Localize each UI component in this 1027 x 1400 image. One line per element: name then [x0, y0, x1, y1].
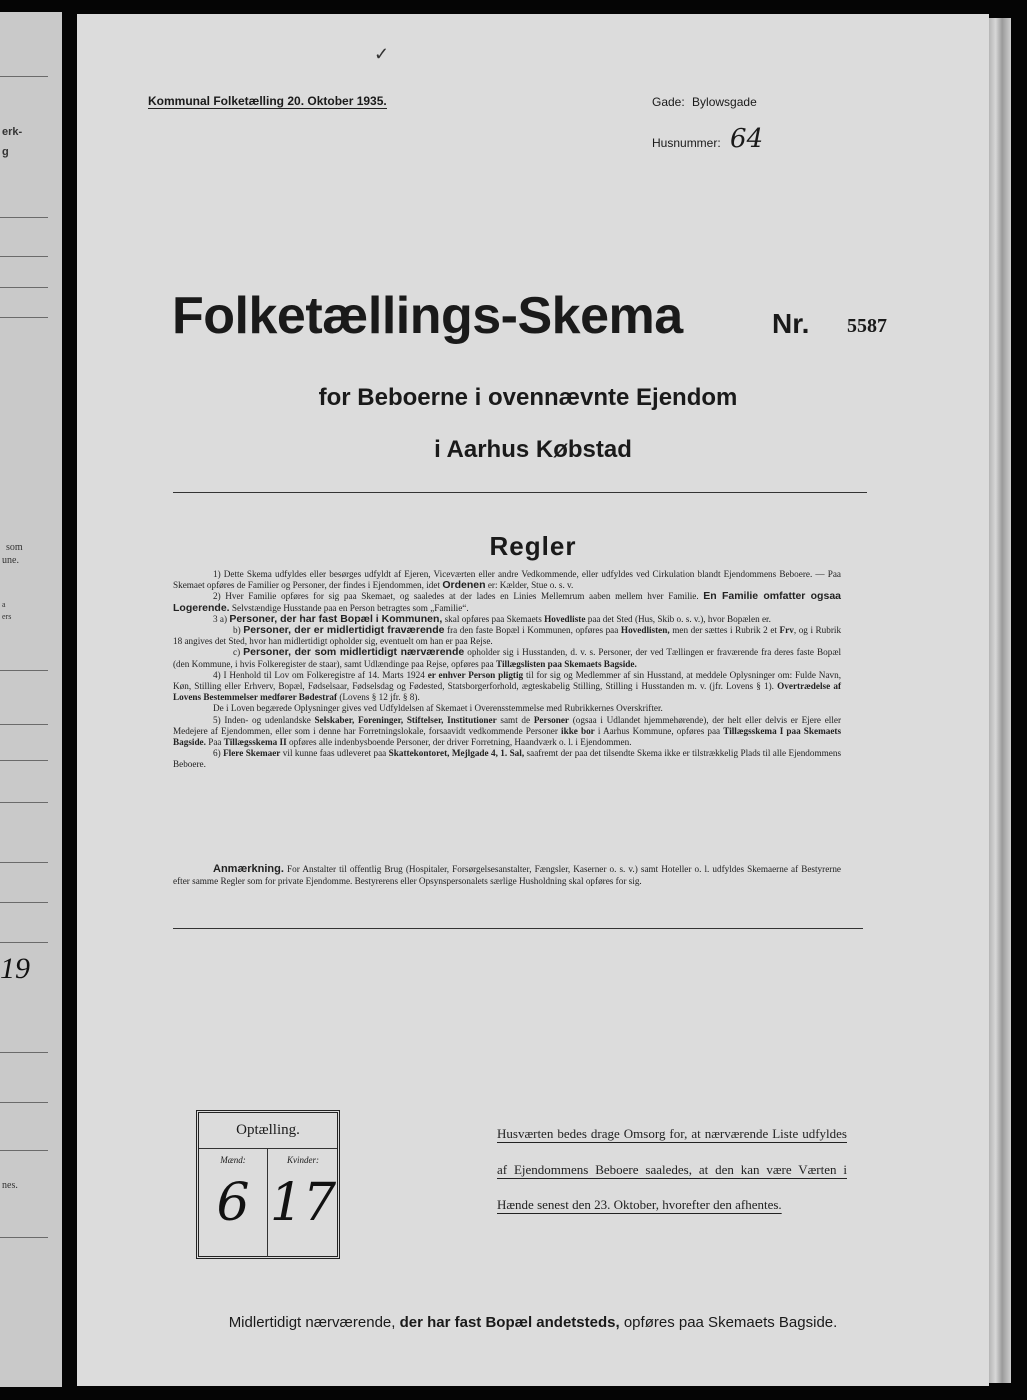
landlord-notice: [497, 1116, 847, 1223]
divider: [173, 928, 863, 929]
footer-post: opføres paa Skemaets Bagside.: [623, 1314, 838, 1331]
street-value: Bylowsgade: [692, 95, 757, 109]
rule-5: 5) Inden- og udenlandske Selskaber, Foreninger, Stiftelser, Institutioner samt de Personer (ogsaa i Udlandet hjemmehørende), der helt eller delvis er Ejere eller Medejere af Ejendommen, eller som i denne har Forretningslokale, forsaavidt vedkommende Personer ikke bor i Aarhus Kommune, opføres paa Tillægsskema I paa Skemaets Bagside. Paa Tillægsskema II opføres alle indenbysboende Personer, der driver Forretning, Haandværk o. l. i Ejendommen.: [173, 714, 842, 748]
rule-6: 6) Flere Skemaer vil kunne faas udleveret paa Skattekontoret, Mejlgade 4, 1. Sal, saafremt der paa det tilsendte Skema ikke er tilstrækkelig Plads til alle Ejendommens Beboere.: [173, 748, 842, 770]
women-label: Kvinder:: [287, 1155, 319, 1165]
divider: [0, 942, 48, 943]
form-subtitle: for Beboerne i ovennævnte Ejendom: [318, 384, 738, 411]
divider: [0, 862, 48, 863]
divider: [0, 670, 48, 671]
men-column: [199, 1149, 268, 1257]
divider: [0, 724, 48, 725]
rule-3b: b) Personer, der er midlertidigt fraværende fra den faste Bopæl i Kommunen, opføres paa Hovedlisten, men der sættes i Rubrik 2 et Frv, og i Rubrik 18 angives det Sted, hvor han midlertidigt opholder sig, eventuelt om han er paa Rejse.: [173, 624, 842, 647]
street-field: [652, 95, 757, 109]
men-count: 6: [216, 1173, 250, 1233]
street-label: Gade:: [652, 95, 685, 109]
adjacent-page-fragment: nes.: [2, 1180, 18, 1191]
adjacent-page-fragment: ers: [2, 612, 12, 621]
rules-text: [173, 569, 841, 771]
divider: [173, 492, 867, 493]
census-title: Kommunal Folketælling 20. Oktober 1935.: [148, 94, 387, 108]
divider: [0, 76, 48, 77]
rule-1: 1) Dette Skema udfyldes eller besørges udfyldt af Ejeren, Viceværten eller andre Vedkommende, eller udfyldes ved Cirkulation blandt Ejendommens Beboere. — Paa Skemaet opføres de Familier og Personer, der findes i Ejendommen, idet Ordenen er: Kælder, Stue o. s. v.: [173, 569, 841, 592]
adjacent-page-fragment: som: [6, 542, 23, 553]
adjacent-page-fragment: g: [2, 146, 9, 158]
rule-3c: c) Personer, der som midlertidigt nærværende opholder sig i Husstanden, d. v. s. Personer, der ved Tællingen er fraværende fra deres faste Bopæl (den Kommune, i hvis Folkeregister de staar), samt Udlændinge paa Rejse, opføres paa Tillægslisten paa Skemaets Bagside.: [173, 646, 842, 669]
divider: [0, 1102, 48, 1103]
divider: [0, 802, 48, 803]
page-edge: [989, 18, 1011, 1383]
pencil-mark: ✓: [374, 44, 390, 64]
rule-4: 4) I Henhold til Lov om Folkeregistre af 14. Marts 1924 er enhver Person pligtig til for sig og Medlemmer af sin Husstand, at meddele Oplysninger om: Fulde Navn, Køn, Stilling eller Erhverv, Bopæl, Fødselsaar, Fødselsdag og Fødested, Statsborgerforhold, ægteskabelig Stilling, Stilling i Husstanden m. v. (jfr. Lovens § 1). Overtrædelse af Lovens Bestemmelser medfører Bødestraf (Lovens § 12 jfr. § 8).: [173, 669, 842, 703]
rules-heading: Regler: [489, 531, 577, 561]
form-number-label: Nr.: [772, 308, 810, 339]
women-column: [269, 1149, 337, 1257]
adjacent-page-fragment: 19: [0, 952, 30, 985]
adjacent-page-strip: [0, 12, 62, 1387]
remark-text: For Anstalter til offentlig Brug (Hospitaler, Forsørgelsesanstalter, Fængsler, Kaserner o. s. v.) samt Hoteller o. l. udfyldes Skemaerne af Bestyrerne efter samme Regler som for private Ejendomme. Bestyrerens eller Opsynspersonalets særlige Husholdning skal opføres for sig.: [173, 864, 842, 886]
divider: [0, 1237, 48, 1238]
count-box: [196, 1110, 340, 1259]
notice-text: Husværten bedes drage Omsorg for, at nærværende Liste udfyldes af Ejendommens Beboere saaledes, at den kan være Værten i Hænde senest den 23. Oktober, hvorefter den afhentes.: [497, 1126, 847, 1212]
rule-4-extra: De i Loven begærede Oplysninger gives ved Udfyldelsen af Skemaet i Overensstemmelse med Rubrikkernes Overskrifter.: [213, 703, 663, 714]
rule-2: 2) Hver Familie opføres for sig paa Skemaet, og saaledes at der lades en Linies Mellemrum aaben mellem hver Familie. En Familie omfatter ogsaa Logerende. Selvstændige Husstande paa en Person betragtes som „Familie“.: [173, 590, 841, 614]
house-number-label: Husnummer:: [652, 136, 721, 150]
women-count: 17: [269, 1173, 337, 1233]
rule-3a: 3 a) Personer, der har fast Bopæl i Kommunen, skal opføres paa Skemaets Hovedliste paa det Sted (Hus, Skib o. s. v.), hvor Bopælen er.: [213, 612, 771, 625]
divider: [0, 1052, 48, 1053]
divider: [0, 217, 48, 218]
divider: [0, 256, 48, 257]
divider: [0, 1150, 48, 1151]
divider: [0, 760, 48, 761]
divider: [0, 902, 48, 903]
divider: [0, 317, 48, 318]
footer-note: [77, 1314, 989, 1331]
adjacent-page-fragment: une.: [2, 555, 19, 566]
adjacent-page-fragment: a: [2, 600, 6, 609]
form-subtitle-city: i Aarhus Købstad: [434, 436, 632, 463]
form-number: 5587: [847, 315, 887, 337]
footer-pre: Midlertidigt nærværende,: [228, 1314, 396, 1331]
men-label: Mænd:: [220, 1155, 246, 1165]
remark-label: Anmærkning.: [213, 863, 284, 875]
house-number-value: 64: [730, 124, 764, 154]
divider: [0, 287, 48, 288]
house-number-field: [652, 124, 763, 154]
footer-bold: der har fast Bopæl andetsteds,: [399, 1314, 620, 1331]
count-title: Optælling.: [199, 1113, 337, 1149]
adjacent-page-fragment: erk-: [2, 126, 23, 138]
census-form-page: [77, 14, 989, 1386]
remark: [173, 864, 841, 887]
form-title: Folketællings-Skema: [172, 287, 683, 345]
